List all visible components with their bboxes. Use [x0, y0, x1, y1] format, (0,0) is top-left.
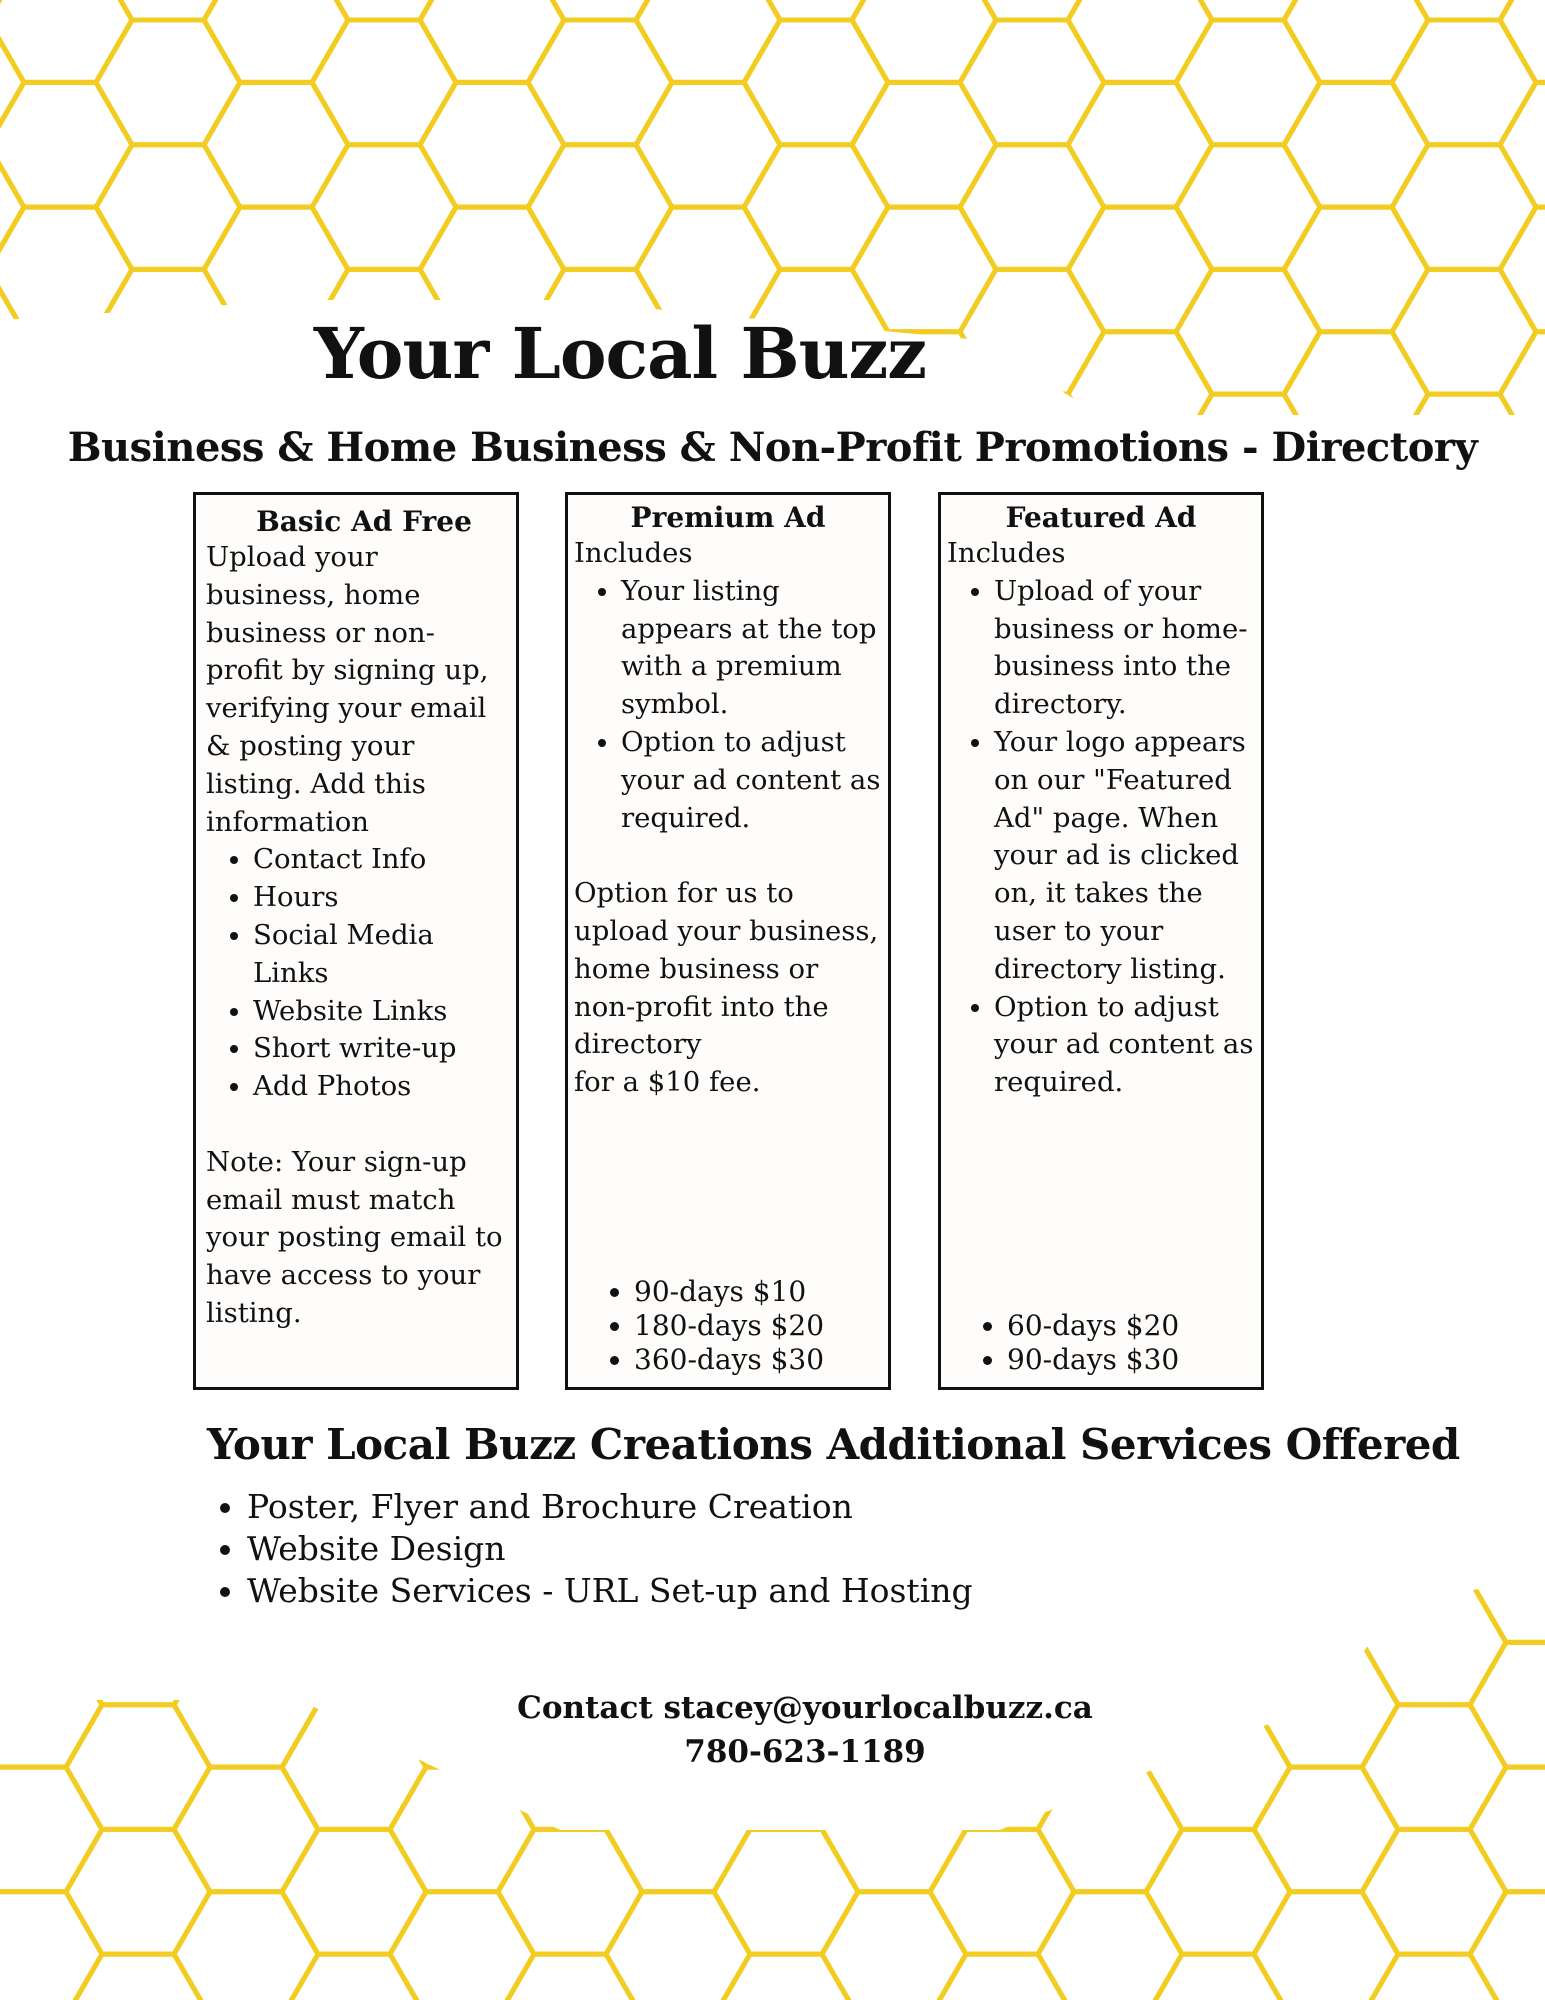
card-heading: Basic Ad Free [256, 505, 472, 538]
contact-email[interactable]: Contact stacey@yourlocalbuzz.ca [517, 1690, 1093, 1726]
list-item: • Option to adjust your ad content as required. [621, 724, 882, 837]
featured-ad-card [938, 492, 1264, 1390]
card-extra-fee: for a $10 fee. [574, 1066, 761, 1099]
price-item: • 90-days $10 [634, 1275, 824, 1309]
price-item: • 90-days $30 [1007, 1343, 1179, 1377]
list-item: • Social Media Links [253, 917, 508, 993]
services-title: Your Local Buzz Creations Additional Services Offered [207, 1420, 1460, 1469]
basic-ad-card [193, 492, 519, 1390]
page-subtitle: Business & Home Business & Non-Profit Promotions - Directory [67, 424, 1478, 471]
card-items [574, 573, 882, 838]
card-intro: Upload your business, home business or non-profit by signing up, verifying your email & posting your listing. Add this information [206, 541, 489, 838]
list-item: • Upload of your business or home-business into the directory. [994, 573, 1255, 724]
service-item: • Website Services - URL Set-up and Hosting [247, 1570, 973, 1612]
card-includes: Includes [947, 537, 1066, 569]
contact-phone[interactable]: 780-623-1189 [684, 1734, 926, 1770]
card-includes: Includes [574, 537, 693, 569]
list-item: • Short write-up [253, 1030, 508, 1068]
premium-ad-card [565, 492, 891, 1390]
card-items [206, 841, 508, 1106]
price-item: • 180-days $20 [634, 1309, 824, 1343]
card-note: Note: Your sign-up email must match your posting email to have access to your listing. [206, 1145, 503, 1329]
list-item: • Option to adjust your ad content as required. [994, 989, 1255, 1102]
list-item: • Website Links [253, 993, 508, 1031]
price-item: • 360-days $30 [634, 1343, 824, 1377]
contact-block [0, 1686, 1545, 1774]
card-heading: Featured Ad [1005, 501, 1197, 534]
services-list [207, 1486, 973, 1612]
page-title: Your Local Buzz [313, 312, 927, 395]
list-item: • Add Photos [253, 1068, 508, 1106]
card-items [947, 573, 1255, 1102]
service-item: • Poster, Flyer and Brochure Creation [247, 1486, 973, 1528]
price-list [574, 1275, 824, 1377]
price-item: • 60-days $20 [1007, 1309, 1179, 1343]
card-extra: Option for us to upload your business, home business or non-profit into the directory [574, 877, 879, 1061]
list-item: • Hours [253, 879, 508, 917]
list-item: • Your logo appears on our "Featured Ad" page. When your ad is clicked on, it takes the user to your directory listing. [994, 724, 1255, 989]
price-list [947, 1309, 1179, 1377]
card-heading: Premium Ad [630, 501, 826, 534]
list-item: • Your listing appears at the top with a premium symbol. [621, 573, 882, 724]
list-item: • Contact Info [253, 841, 508, 879]
service-item: • Website Design [247, 1528, 973, 1570]
